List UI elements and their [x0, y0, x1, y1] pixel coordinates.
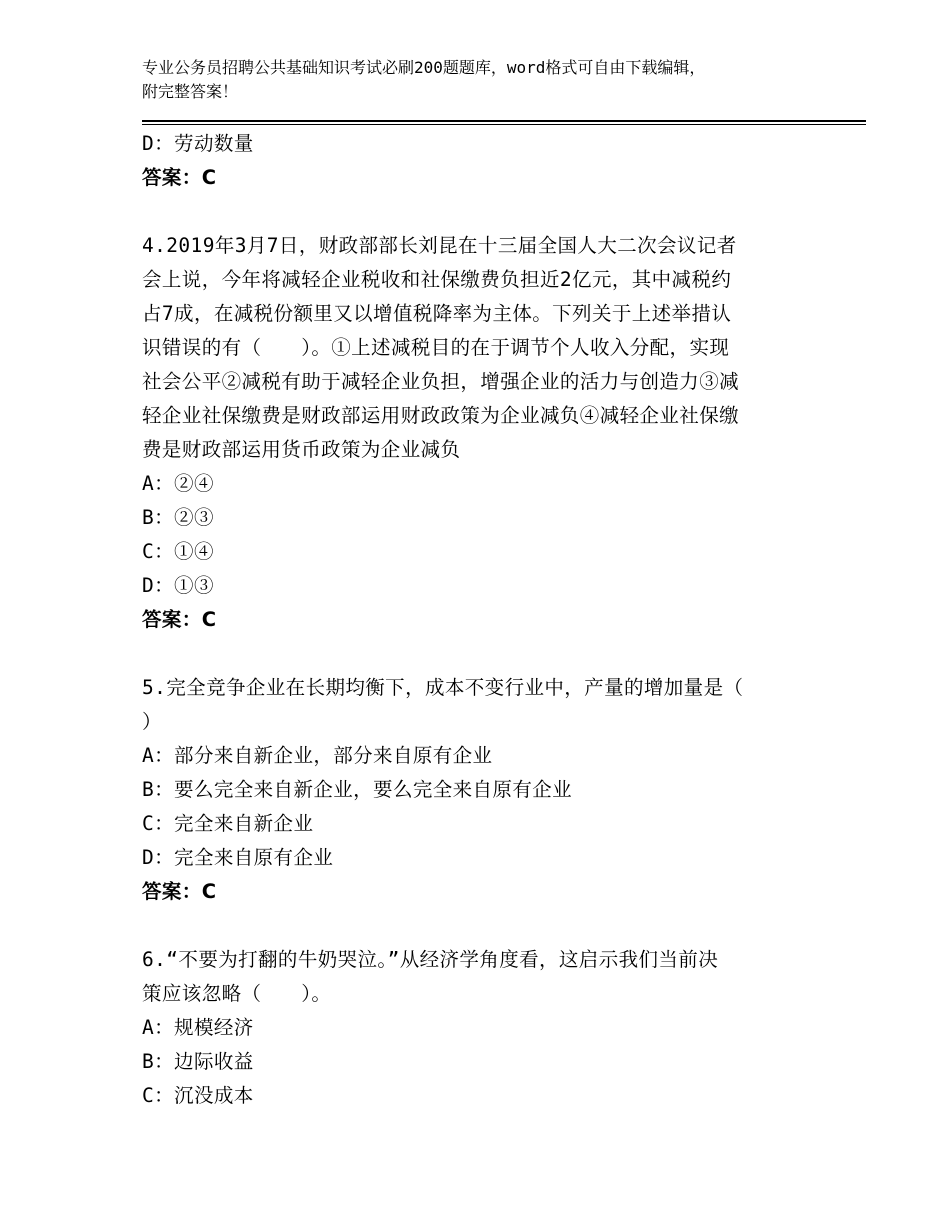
option-a: A：规模经济: [142, 1016, 254, 1039]
question-4: [142, 229, 802, 637]
spacer: [142, 909, 802, 943]
question-stem-line: ）: [142, 710, 162, 733]
question-stem-line: 6.“不要为打翻的牛奶哭泣。”从经济学角度看，这启示我们当前决: [142, 948, 719, 971]
option-b: B：边际收益: [142, 1050, 254, 1073]
question-stem-line: 轻企业社保缴费是财政部运用财政政策为企业减负④减轻企业社保缴: [142, 404, 740, 427]
option-c: C：①④: [142, 540, 214, 563]
option-c: C：沉没成本: [142, 1084, 254, 1107]
option-a: A：部分来自新企业，部分来自原有企业: [142, 744, 493, 767]
question-stem-line: 会上说，今年将减轻企业税收和社保缴费负担近2亿元，其中减税约: [142, 268, 732, 291]
question-stem-line: 策应该忽略（ ）。: [142, 982, 332, 1005]
page-header: [142, 56, 832, 104]
question-stem-line: 4.2019年3月7日，财政部部长刘昆在十三届全国人大二次会议记者: [142, 234, 737, 257]
header-line-1: 专业公务员招聘公共基础知识考试必刷200题题库，word格式可自由下载编辑，: [142, 58, 706, 77]
question-stem-line: 社会公平②减税有助于减轻企业负担，增强企业的活力与创造力③减: [142, 370, 740, 393]
answer: 答案：C: [142, 608, 217, 631]
question-5: [142, 671, 802, 909]
header-line-2: 附完整答案！: [142, 82, 239, 101]
spacer: [142, 637, 802, 671]
spacer: [142, 195, 802, 229]
question-3-tail: [142, 127, 802, 195]
answer: 答案：C: [142, 880, 217, 903]
header-divider-thin: [142, 124, 866, 125]
option-d: D：完全来自原有企业: [142, 846, 334, 869]
question-stem-line: 识错误的有（ ）。①上述减税目的在于调节个人收入分配，实现: [142, 336, 730, 359]
question-6: [142, 943, 802, 1113]
answer: 答案：C: [142, 166, 217, 189]
option-b: B：②③: [142, 506, 214, 529]
question-stem-line: 5.完全竞争企业在长期均衡下，成本不变行业中，产量的增加量是（: [142, 676, 744, 699]
question-stem-line: 费是财政部运用货币政策为企业减负: [142, 438, 461, 461]
question-stem-line: 占7成，在减税份额里又以增值税降率为主体。下列关于上述举措认: [142, 302, 732, 325]
option-a: A：②④: [142, 472, 214, 495]
option-b: B：要么完全来自新企业，要么完全来自原有企业: [142, 778, 573, 801]
document-body: [142, 127, 802, 1113]
option-d: D：①③: [142, 574, 214, 597]
header-divider-thick: [142, 120, 866, 122]
option-c: C：完全来自新企业: [142, 812, 314, 835]
option-d: D：劳动数量: [142, 132, 254, 155]
